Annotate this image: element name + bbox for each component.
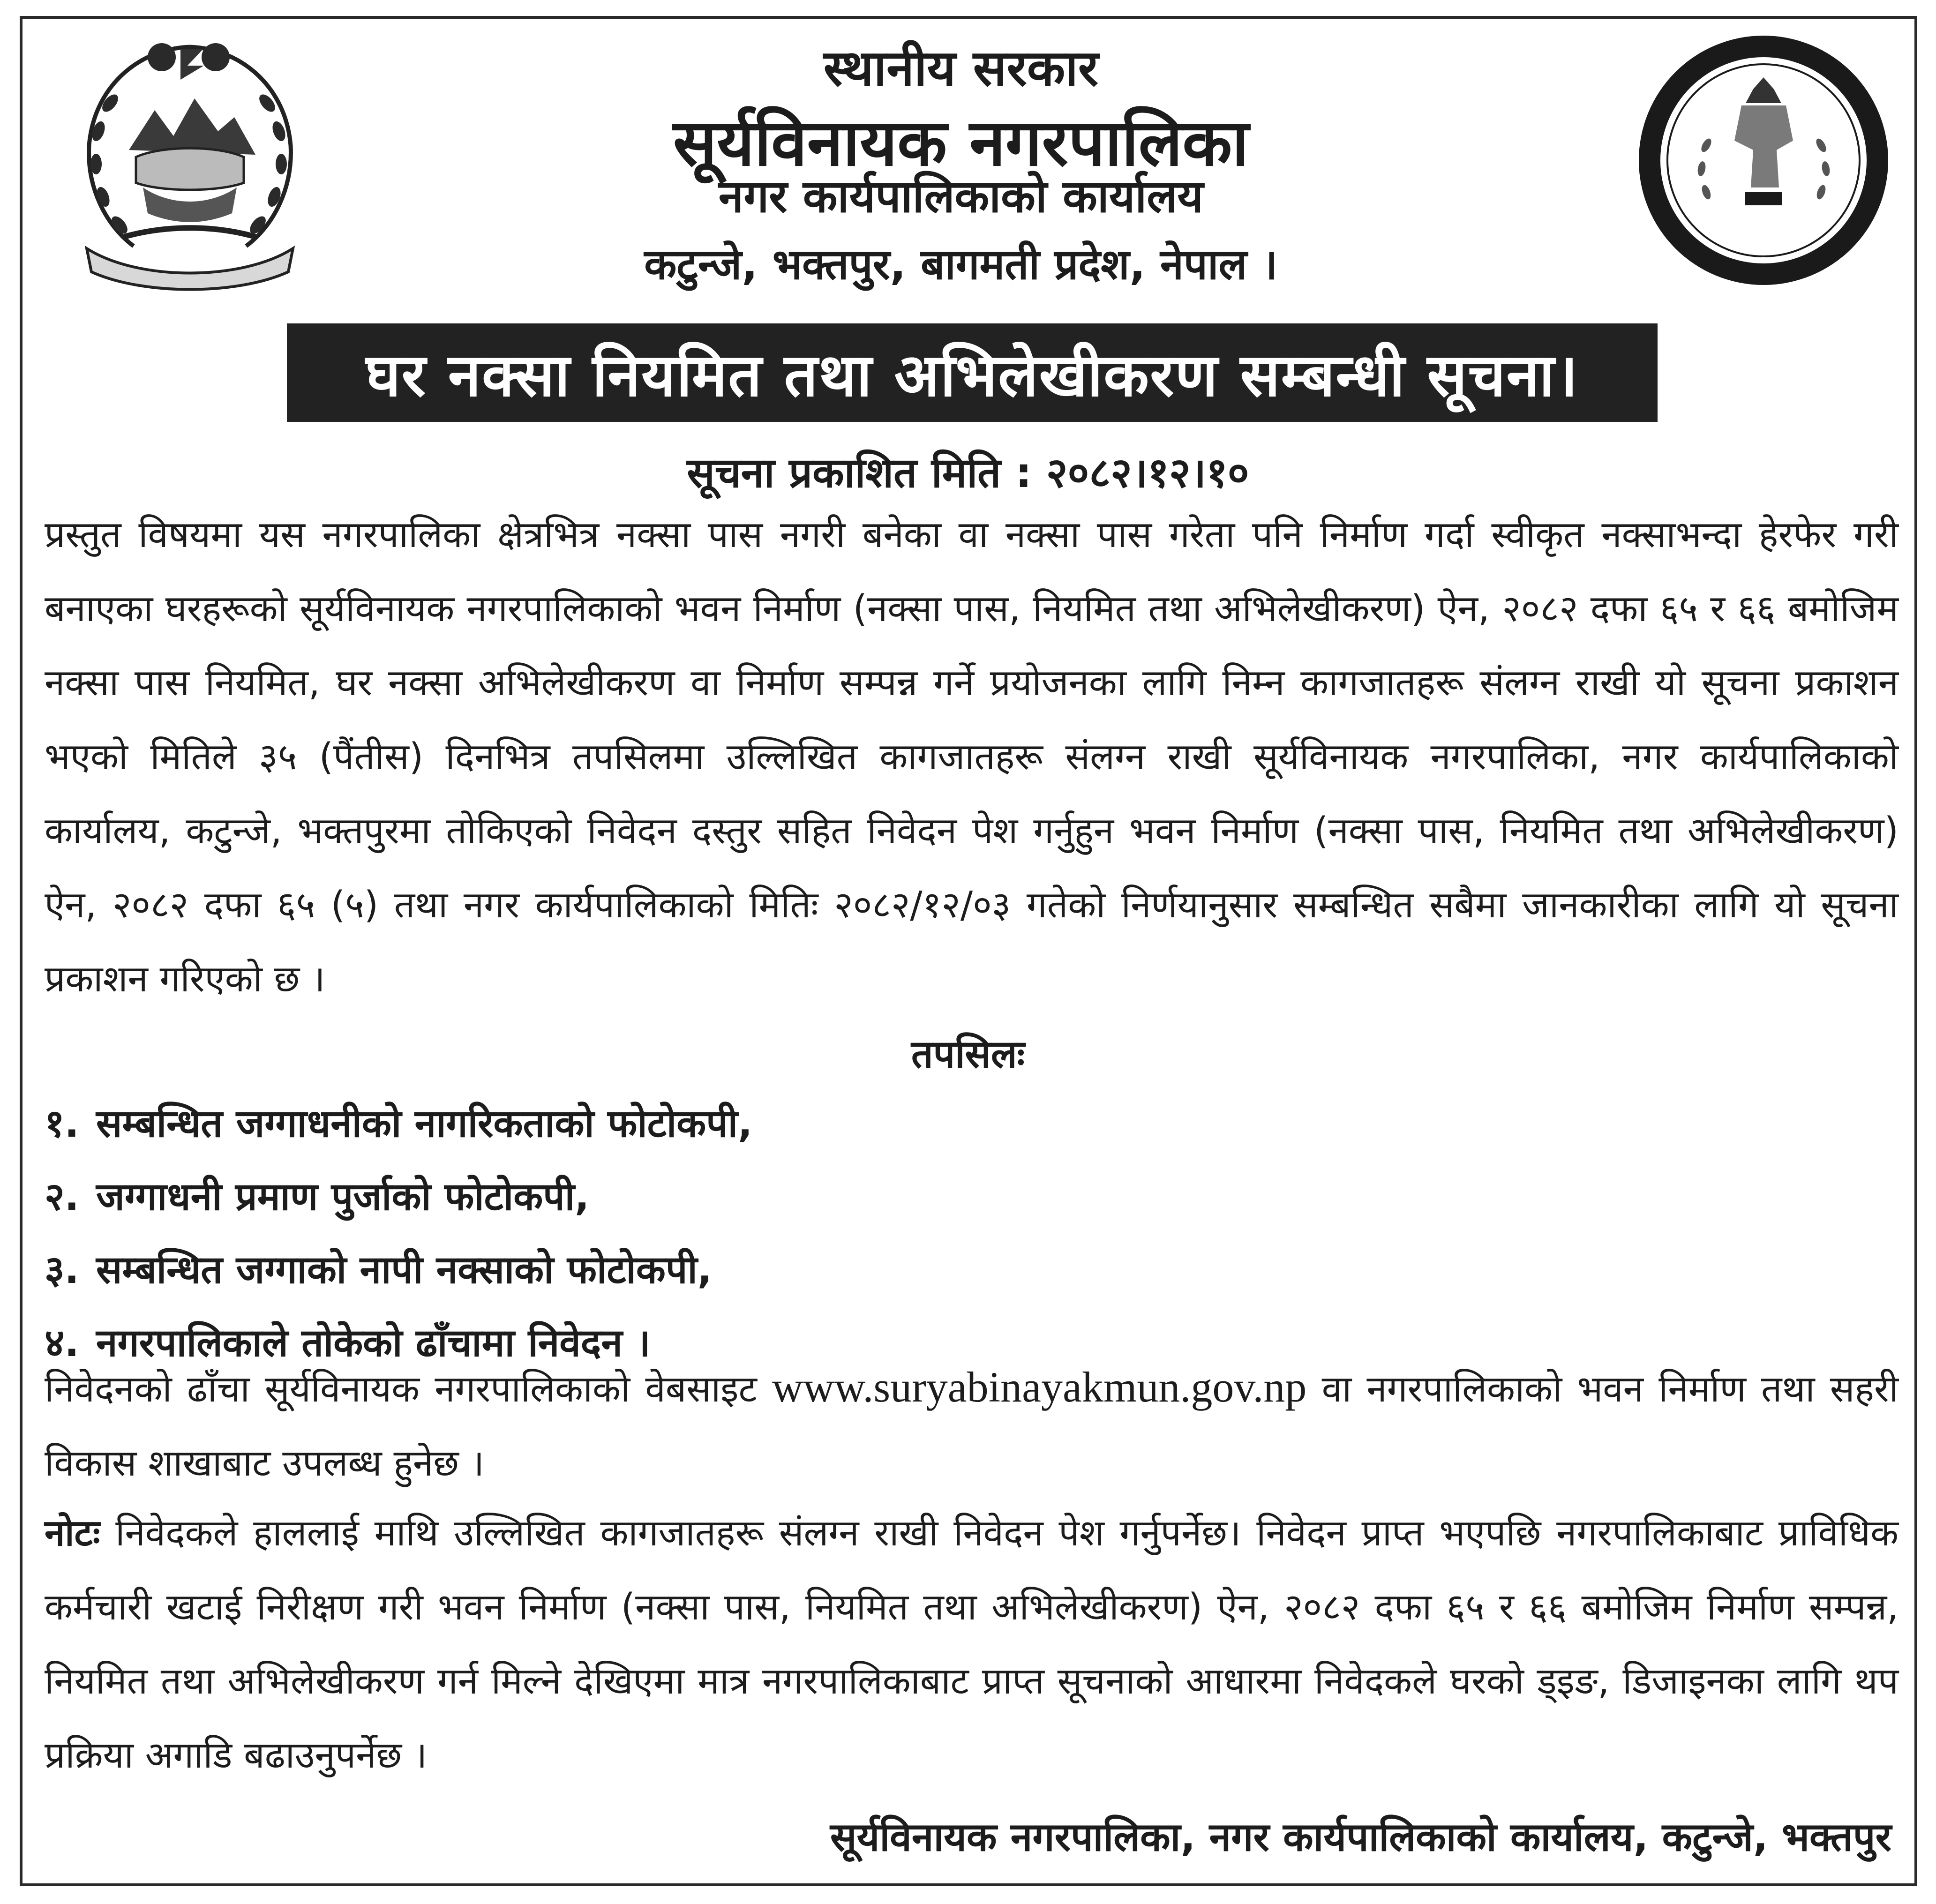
list-item-text: सम्बन्धित जग्गाको नापी नक्साको फोटोकपी,	[96, 1248, 712, 1292]
office-name: नगर कार्यपालिकाको कार्यालय	[718, 170, 1204, 223]
list-item-number: ३.	[45, 1248, 79, 1292]
notice-title: घर नक्सा नियमित तथा अभिलेखीकरण सम्बन्धी सूचना।	[287, 323, 1658, 422]
list-item	[45, 1161, 752, 1234]
local-government-label: स्थानीय सरकार	[823, 39, 1099, 97]
notice-body-paragraph: प्रस्तुत विषयमा यस नगरपालिका क्षेत्रभित्र नक्सा पास नगरी बनेका वा नक्सा पास गरेता पनि निर्माण गर्दा स्वीकृत नक्साभन्दा हेरफेर गरी बनाएका घरहरूको सूर्यविनायक नगरपालिकाको भवन निर्माण (नक्सा पास, नियमित तथा अभिलेखीकरण) ऐन, २०८२ दफा ६५ र ६६ बमोजिम नक्सा पास नियमित, घर नक्सा अभिलेखीकरण वा निर्माण सम्पन्न गर्ने प्रयोजनका लागि निम्न कागजातहरू संलग्न राखी यो सूचना प्रकाशन भएको मितिले ३५ (पैंतीस) दिनभित्र तपसिलमा उल्लिखित कागजातहरू संलग्न राखी सूर्यविनायक नगरपालिका, नगर कार्यपालिकाको कार्यालय, कटुन्जे, भक्तपुरमा तोकिएको निवेदन दस्तुर सहित निवेदन पेश गर्नुहुन भवन निर्माण (नक्सा पास, नियमित तथा अभिलेखीकरण) ऐन, २०८२ दफा ६५ (५) तथा नगर कार्यपालिकाको मितिः २०८२/१२/०३ गतेको निर्णयानुसार सम्बन्धित सबैमा जानकारीका लागि यो सूचना प्रकाशन गरिएको छ ।	[45, 514, 1898, 1000]
footer-signature: सूर्यविनायक नगरपालिका, नगर कार्यपालिकाको कार्यालय, कटुन्जे, भक्तपुर	[830, 1814, 1891, 1860]
form-info-text-end: वा नगरपालिकाको भवन निर्माण तथा सहरी विकास शाखाबाट उपलब्ध हुनेछ ।	[45, 1368, 1898, 1484]
list-item-text: नगरपालिकाले तोकेको ढाँचामा निवेदन ।	[96, 1321, 651, 1365]
website-url: www.suryabinayakmun.gov.np	[772, 1363, 1307, 1411]
form-info-text: निवेदनको ढाँचा सूर्यविनायक नगरपालिकाको वेबसाइट	[45, 1368, 757, 1410]
municipality-name: सूर्यविनायक नगरपालिका	[673, 105, 1249, 180]
publish-date-label: सूचना प्रकाशित मिति :	[687, 449, 1032, 497]
list-item-text: सम्बन्धित जग्गाधनीको नागरिकताको फोटोकपी,	[96, 1102, 753, 1146]
note-paragraph	[45, 1496, 1898, 1792]
list-item-text: जग्गाधनी प्रमाण पुर्जाको फोटोकपी,	[96, 1175, 590, 1219]
nepal-government-emblem	[54, 28, 323, 293]
form-availability-paragraph	[45, 1350, 1898, 1500]
schedule-heading: तपसिलः	[911, 1032, 1025, 1077]
list-item	[45, 1234, 752, 1307]
required-documents-list	[45, 1087, 752, 1380]
municipality-seal-logo	[1636, 33, 1891, 288]
list-item	[45, 1087, 752, 1161]
publish-date	[0, 443, 1936, 499]
note-text: निवेदकले हाललाई माथि उल्लिखित कागजातहरू संलग्न राखी निवेदन पेश गर्नुपर्नेछ। निवेदन प्राप्त भएपछि नगरपालिकाबाट प्राविधिक कर्मचारी खटाई निरीक्षण गरी भवन निर्माण (नक्सा पास, नियमित तथा अभिलेखीकरण) ऐन, २०८२ दफा ६५ र ६६ बमोजिम निर्माण सम्पन्न, नियमित तथा अभिलेखीकरण गर्न मिल्ने देखिएमा मात्र नगरपालिकाबाट प्राप्त सूचनाको आधारमा निवेदकले घरको ड्इङ, डिजाइनका लागि थप प्रक्रिया अगाडि बढाउनुपर्नेछ ।	[45, 1512, 1898, 1777]
list-item-number: ४.	[45, 1321, 79, 1365]
note-label: नोटः	[45, 1512, 100, 1554]
list-item-number: २.	[45, 1175, 79, 1219]
list-item-number: १.	[45, 1102, 79, 1146]
publish-date-value: २०८२।१२।१०	[1046, 449, 1249, 497]
office-address: कटुन्जे, भक्तपुर, बागमती प्रदेश, नेपाल ।	[644, 240, 1278, 289]
